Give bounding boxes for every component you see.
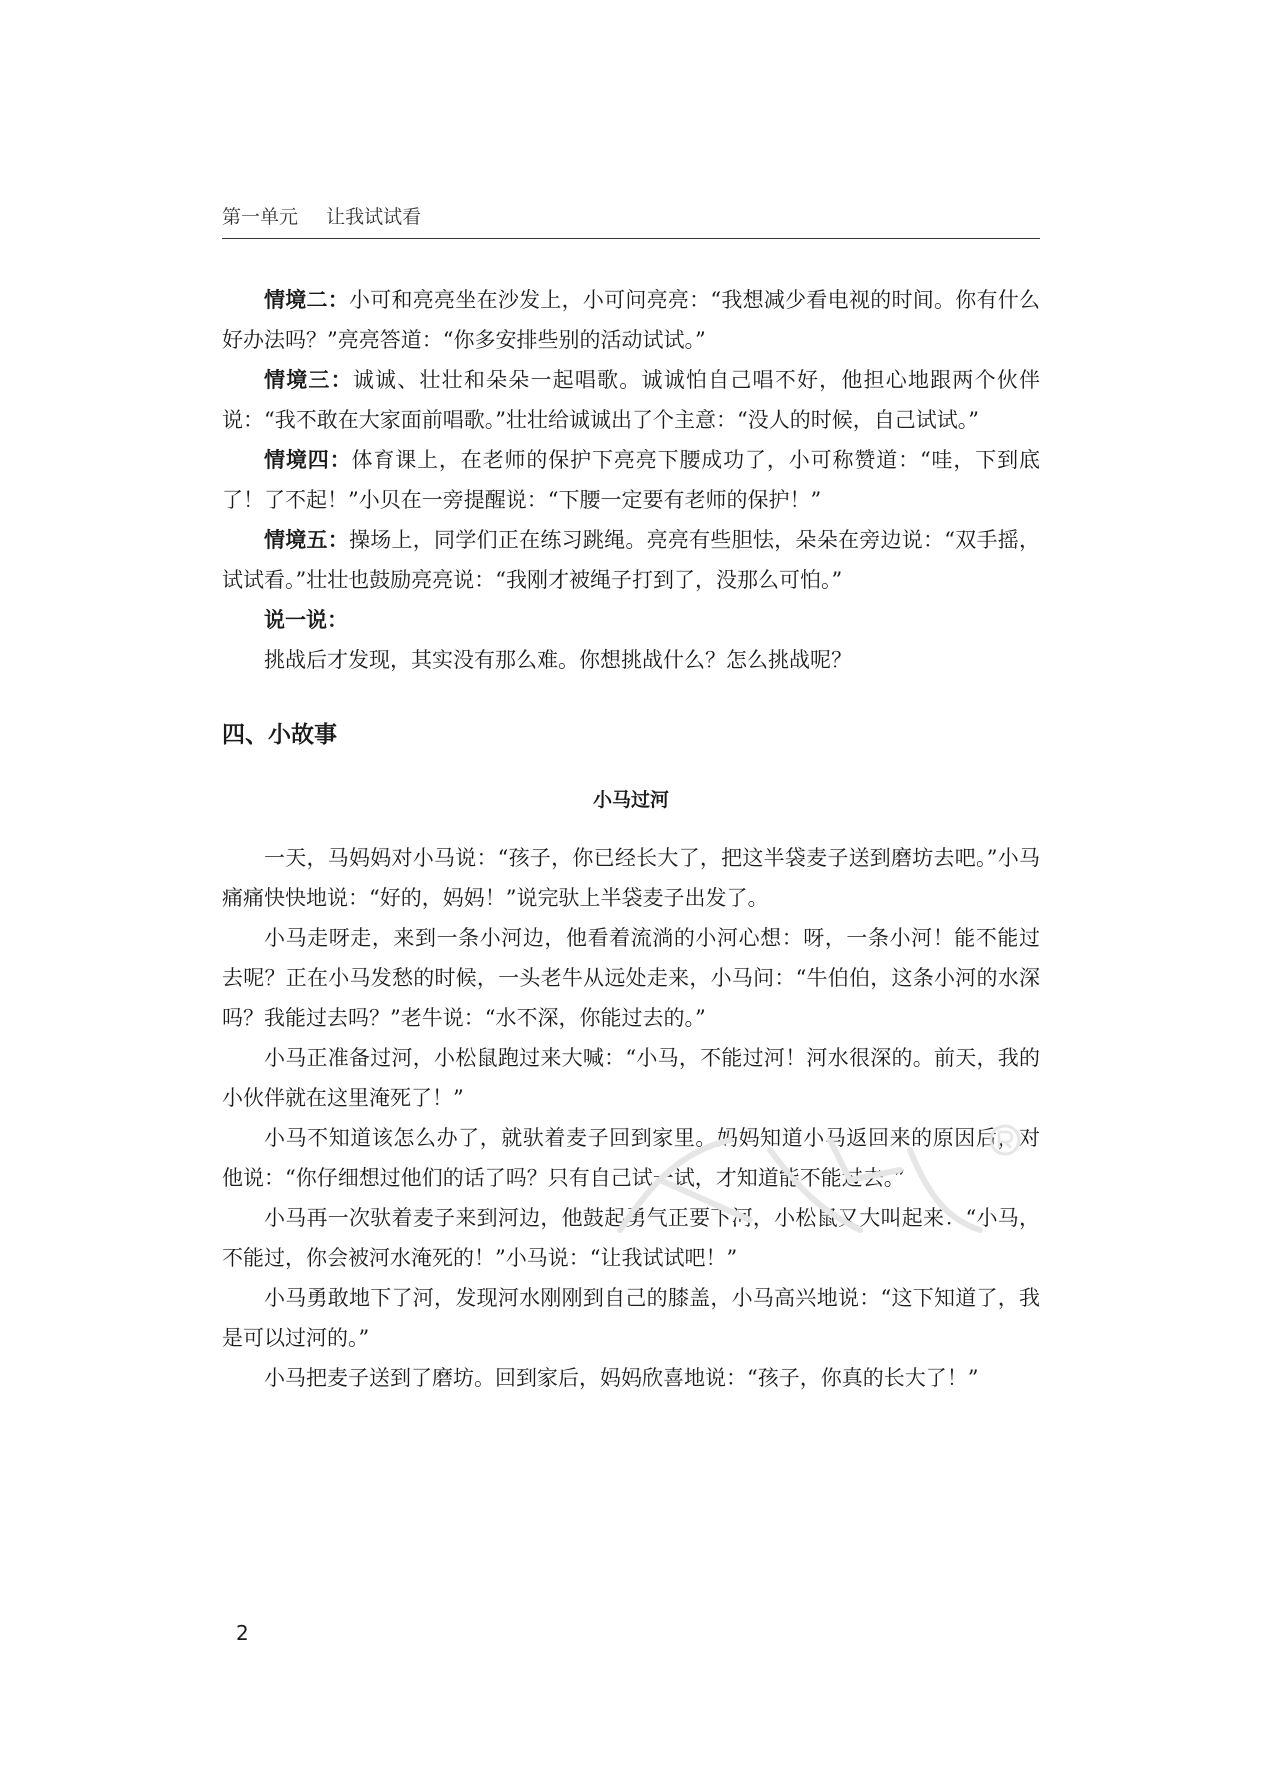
story-body <box>222 838 1040 1398</box>
scenarios-block <box>222 280 1040 680</box>
scenario-label: 情境五： <box>264 528 350 552</box>
scenario-text: 诚诚、壮壮和朵朵一起唱歌。诚诚怕自己唱不好，他担心地跟两个伙伴说：“我不敢在大家面前唱歌。”壮壮给诚诚出了个主意：“没人的时候，自己试试。” <box>222 368 1041 432</box>
story-paragraph: 小马走呀走，来到一条小河边，他看着流淌的小河心想：呀，一条小河！能不能过去呢？正在小马发愁的时候，一头老牛从远处走来，小马问：“牛伯伯，这条小河的水深吗？我能过去吗？”老牛说：“水不深，你能过去的。” <box>222 926 1040 1030</box>
header-unit: 第一单元 <box>222 206 299 228</box>
story-paragraph: 一天，马妈妈对小马说：“孩子，你已经长大了，把这半袋麦子送到磨坊去吧。”小马痛痛快快地说：“好的，妈妈！”说完驮上半袋麦子出发了。 <box>222 846 1040 910</box>
scenario-text: 小可和亮亮坐在沙发上，小可问亮亮：“我想减少看电视的时间。你有什么好办法吗？”亮亮答道：“你多安排些别的活动试试。” <box>222 288 1041 352</box>
say-label-line <box>222 600 1040 640</box>
story-title: 小马过河 <box>592 789 669 811</box>
scenario-text: 体育课上，在老师的保护下亮亮下腰成功了，小可称赞道：“哇，下到底了！了不起！”小贝在一旁提醒说：“下腰一定要有老师的保护！” <box>222 448 1041 512</box>
scenario-paragraph <box>222 280 1040 360</box>
scenario-paragraph <box>222 360 1040 440</box>
story-paragraph: 小马再一次驮着麦子来到河边，他鼓起勇气正要下河，小松鼠又大叫起来：“小马，不能过，你会被河水淹死的！”小马说：“让我试试吧！” <box>222 1206 1040 1270</box>
scenario-paragraph <box>222 520 1040 600</box>
story-paragraph: 小马勇敢地下了河，发现河水刚刚到自己的膝盖，小马高兴地说：“这下知道了，我是可以过河的。” <box>222 1286 1040 1350</box>
say-question: 挑战后才发现，其实没有那么难。你想挑战什么？怎么挑战呢？ <box>264 648 852 672</box>
story-paragraph: 小马正准备过河，小松鼠跑过来大喊：“小马，不能过河！河水很深的。前天，我的小伙伴就在这里淹死了！” <box>222 1046 1040 1110</box>
scenario-label: 情境四： <box>264 448 352 472</box>
scenario-label: 情境二： <box>264 288 350 312</box>
scenario-text: 操场上，同学们正在练习跳绳。亮亮有些胆怯，朵朵在旁边说：“双手摇，试试看。”壮壮也鼓励亮亮说：“我刚才被绳子打到了，没那么可怕。” <box>222 528 1041 592</box>
scenario-paragraph <box>222 440 1040 520</box>
section-title: 四、小故事 <box>222 722 337 748</box>
say-label: 说一说： <box>264 608 348 632</box>
story-paragraph: 小马把麦子送到了磨坊。回到家后，妈妈欣喜地说：“孩子，你真的长大了！” <box>264 1366 979 1390</box>
page-number: 2 <box>236 1621 249 1645</box>
header-title: 让我试试看 <box>326 206 422 228</box>
page-header <box>222 205 1040 239</box>
story-paragraph: 小马不知道该怎么办了，就驮着麦子回到家里。妈妈知道小马返回来的原因后，对他说：“你仔细想过他们的话了吗？只有自己试一试，才知道能不能过去。” <box>222 1126 1040 1190</box>
scenario-label: 情境三： <box>264 368 353 392</box>
